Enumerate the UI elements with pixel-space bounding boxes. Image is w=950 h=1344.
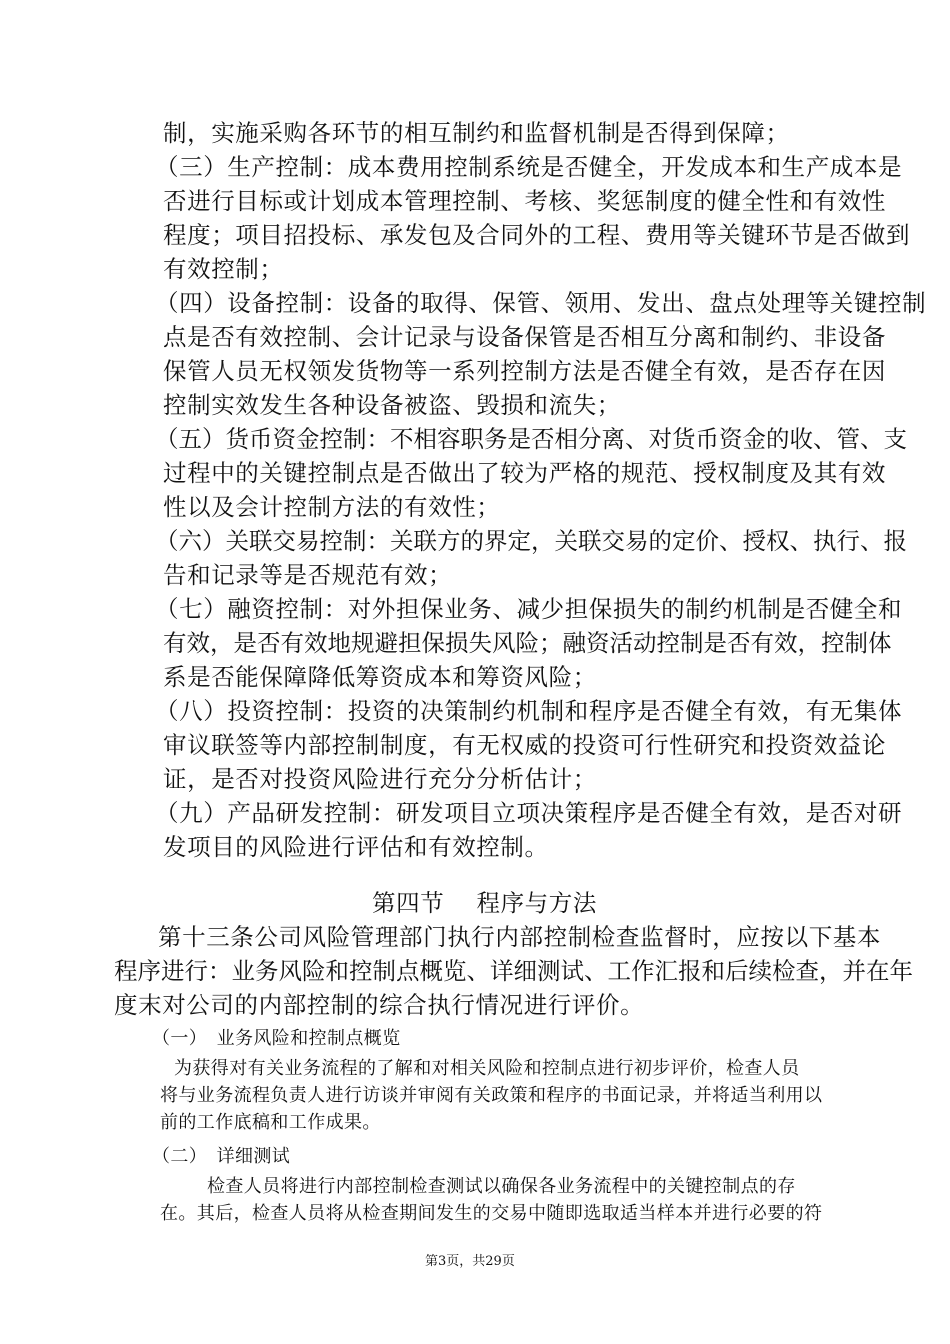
text-line: 有效，是否有效地规避担保损失风险；融资活动控制是否有效，控制体	[163, 629, 892, 657]
text-line: 有效控制；	[163, 255, 284, 283]
text-line: 性以及会计控制方法的有效性；	[163, 493, 501, 521]
subsection-title: （二） 详细测试	[152, 1146, 291, 1167]
text-line: 发项目的风险进行评估和有效控制。	[163, 833, 549, 861]
paragraph-line: 前的工作底稿和工作成果。	[160, 1112, 381, 1133]
text-line: （三）生产控制：成本费用控制系统是否健全，开发成本和生产成本是	[155, 153, 903, 181]
paragraph-line: 在。其后，检查人员将从检查期间发生的交易中随即选取适当样本并进行必要的符	[160, 1203, 823, 1224]
text-line: 系是否能保障降低筹资成本和筹资风险；	[163, 663, 597, 691]
text-line: 审议联签等内部控制制度，有无权威的投资可行性研究和投资效益论	[163, 731, 886, 759]
text-line: 制，实施采购各环节的相互制约和监督机制是否得到保障；	[163, 119, 790, 147]
article-line: 第十三条公司风险管理部门执行内部控制检查监督时，应按以下基本	[158, 923, 881, 951]
section-heading: 第四节 程序与方法	[372, 889, 597, 917]
paragraph-line: 检查人员将进行内部控制检查测试以确保各业务流程中的关键控制点的存	[207, 1176, 796, 1197]
text-line: （八）投资控制：投资的决策制约机制和程序是否健全有效，有无集体	[155, 697, 903, 725]
text-line: （四）设备控制：设备的取得、保管、领用、发出、盘点处理等关键控制	[155, 289, 927, 317]
page-footer: 第3页，共29页	[425, 1254, 515, 1269]
text-line: （六）关联交易控制：关联方的界定，关联交易的定价、授权、执行、报	[155, 527, 907, 555]
article-line: 程序进行：业务风险和控制点概览、详细测试、工作汇报和后续检查，并在年	[114, 957, 913, 985]
subsection-title: （一） 业务风险和控制点概览	[152, 1028, 401, 1049]
text-line: （九）产品研发控制：研发项目立项决策程序是否健全有效，是否对研	[155, 799, 903, 827]
text-line: （五）货币资金控制：不相容职务是否相分离、对货币资金的收、管、支	[155, 425, 907, 453]
article-line: 度末对公司的内部控制的综合执行情况进行评价。	[114, 991, 645, 1019]
text-line: （七）融资控制：对外担保业务、减少担保损失的制约机制是否健全和	[155, 595, 903, 623]
text-line: 告和记录等是否规范有效；	[163, 561, 453, 589]
text-line: 程度；项目招投标、承发包及合同外的工程、费用等关键环节是否做到	[163, 221, 911, 249]
paragraph-line: 为获得对有关业务流程的了解和对相关风险和控制点进行初步评价，检查人员	[174, 1058, 800, 1079]
text-line: 否进行目标或计划成本管理控制、考核、奖惩制度的健全性和有效性	[163, 187, 886, 215]
text-line: 过程中的关键控制点是否做出了较为严格的规范、授权制度及其有效	[163, 459, 886, 487]
text-line: 证，是否对投资风险进行充分分析估计；	[163, 765, 597, 793]
paragraph-line: 将与业务流程负责人进行访谈并审阅有关政策和程序的书面记录，并将适当利用以	[160, 1085, 823, 1106]
text-line: 保管人员无权领发货物等一系列控制方法是否健全有效，是否存在因	[163, 357, 886, 385]
text-line: 点是否有效控制、会计记录与设备保管是否相互分离和制约、非设备	[163, 323, 886, 351]
text-line: 控制实效发生各种设备被盗、毁损和流失；	[163, 391, 621, 419]
